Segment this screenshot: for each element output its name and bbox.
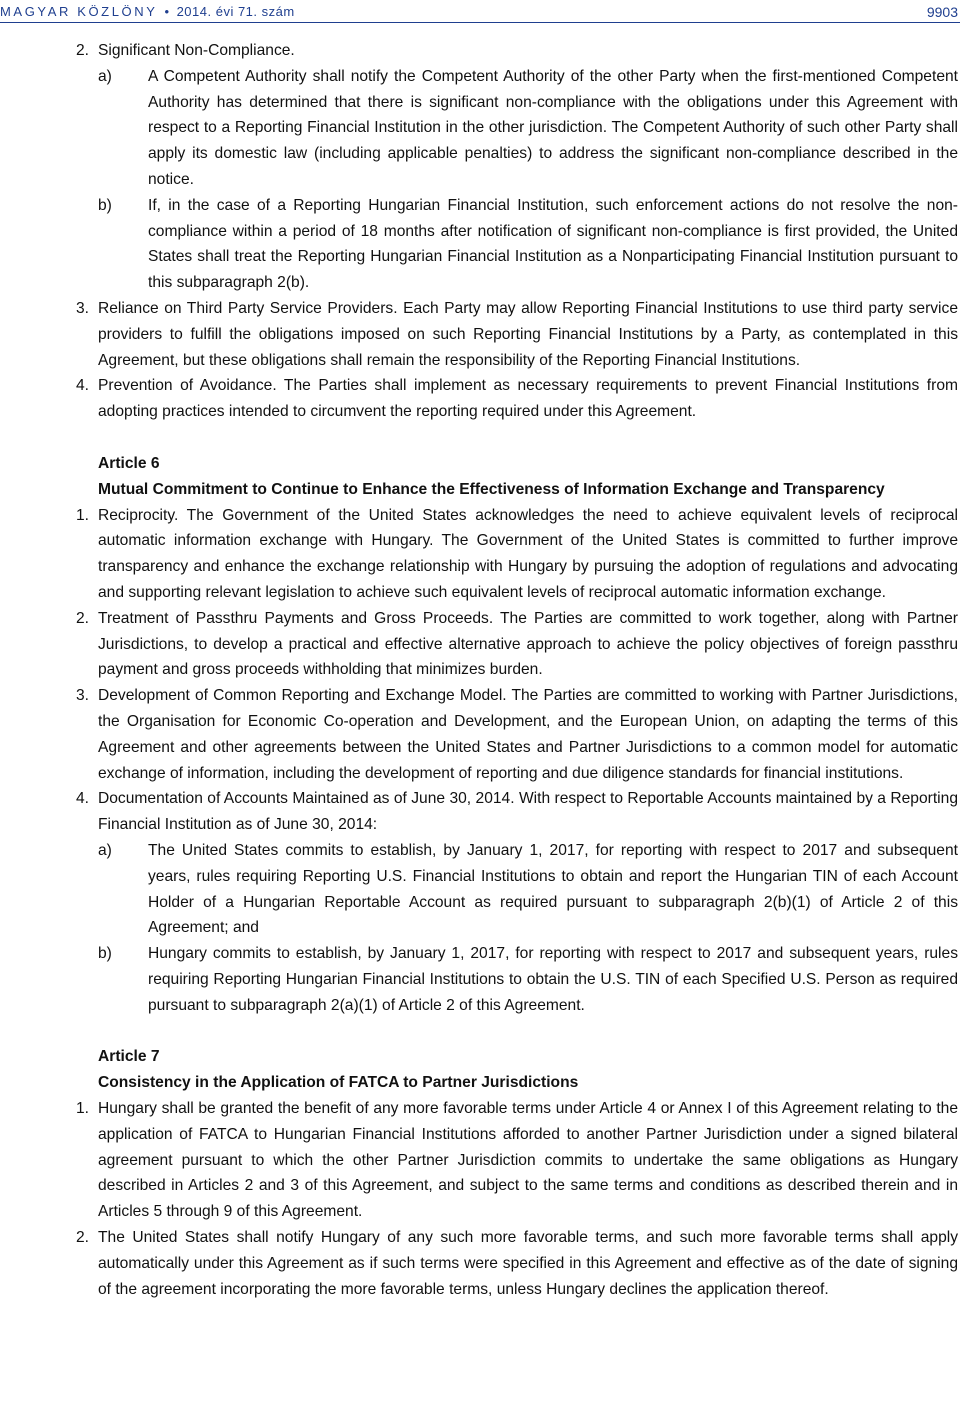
issue-label: 2014. évi 71. szám [176, 4, 295, 19]
art6-item4: 4. Documentation of Accounts Maintained as of June 30, 2014. With respect to Reportable Accounts maintained by a Reporting Financial Institution as of June 30, 2014: [98, 786, 958, 838]
article-6-heading: Article 6 [98, 454, 160, 472]
article-7-title: Consistency in the Application of FATCA to Partner Jurisdictions [98, 1074, 579, 1092]
art6-item4-a: a) The United States commits to establish, by January 1, 2017, for reporting with respect to 2017 and subsequent years, rules requiring Reporting U.S. Financial Institutions to obtain and report the Hungarian TIN of each Account Holder of a Hungarian Reportable Account as required pursuant to subparagraph 2(b)(1) of Article 2 of this Agreement; and [148, 838, 958, 941]
item-number: 2. [76, 609, 90, 627]
sub-label: a) [98, 841, 112, 859]
art6-item4-b: b) Hungary commits to establish, by January 1, 2017, for reporting with respect to 2017 and subsequent years, rules requiring Reporting Hungarian Financial Institutions to obtain the U.S. TIN of each Specified U.S. Person as required pursuant to subparagraph 2(a)(1) of Article 2 of this Agreement. [148, 941, 958, 1018]
sub-label: b) [98, 945, 112, 963]
page-header [0, 0, 960, 22]
sec5-item2-b: b) If, in the case of a Reporting Hungarian Financial Institution, such enforcement actions do not resolve the non-compliance within a period of 18 months after notification of significant non-compliance is first provided, the United States shall treat the Reporting Hungarian Financial Institution as a Nonparticipating Financial Institution pursuant to this subparagraph 2(b). [148, 193, 958, 296]
sub-label: b) [98, 196, 112, 214]
art6-item3: 3. Development of Common Reporting and Exchange Model. The Parties are committed to working with Partner Jurisdictions, the Organisation for Economic Co-operation and Development, and the European Union, on adapting the terms of this Agreement and other agreements between the United States and Partner Jurisdictions to a common model for automatic exchange of information, including the development of reporting and due diligence standards for financial institutions. [98, 683, 958, 786]
item-number: 4. [76, 377, 90, 395]
journal-name: MAGYAR KÖZLÖNY [0, 4, 158, 19]
item-number: 4. [76, 790, 90, 808]
sec5-item3: 3. Reliance on Third Party Service Providers. Each Party may allow Reporting Financial Institutions to use third party service providers to fulfill the obligations imposed on such Reporting Financial Institutions by a Party, as contemplated in this Agreement, but these obligations shall remain the responsibility of the Reporting Financial Institutions. [98, 296, 958, 373]
art7-item1: 1. Hungary shall be granted the benefit of any more favorable terms under Article 4 or Annex I of this Agreement relating to the application of FATCA to Hungarian Financial Institutions afforded to another Partner Jurisdiction under a signed bilateral agreement pursuant to which the other Partner Jurisdiction commits to undertake the same obligations as Hungary described in Articles 2 and 3 of this Agreement, and subject to the same terms and conditions as described therein and in Articles 5 through 9 of this Agreement. [98, 1096, 958, 1225]
header-bullet: • [164, 4, 170, 19]
item-number: 1. [76, 1100, 90, 1118]
art6-item1: 1. Reciprocity. The Government of the United States acknowledges the need to achieve equivalent levels of reciprocal automatic information exchange with Hungary. The Government of the United States is committed to further improve transparency and enhance the exchange relationship with Hungary by pursuing the adoption of regulations and advocating and supporting relevant legislation to achieve such equivalent levels of reciprocal automatic information exchange. [98, 503, 958, 606]
art7-item2: 2. The United States shall notify Hungary of any such more favorable terms, and such more favorable terms shall apply automatically under this Agreement as if such terms were specified in this Agreement and effective as of the date of signing of the agreement incorporating the more favorable terms, unless Hungary declines the application thereof. [98, 1225, 958, 1302]
spacer [0, 425, 960, 451]
article-7-heading: Article 7 [98, 1048, 160, 1066]
sub-label: a) [98, 67, 112, 85]
spacer [0, 1018, 960, 1044]
page-number: 9903 [926, 4, 958, 20]
item-number: 2. [76, 1229, 90, 1247]
item-number: 1. [76, 506, 90, 524]
item-number: 3. [76, 687, 90, 705]
document-body [0, 38, 960, 1302]
item-number: 3. [76, 299, 90, 317]
art6-item2: 2. Treatment of Passthru Payments and Gross Proceeds. The Parties are committed to work together, along with Partner Jurisdictions, to develop a practical and effective alternative approach to achieve the policy objectives of foreign passthru payment and gross proceeds withholding that minimizes burden. [98, 606, 958, 683]
sec5-item2-title: 2. Significant Non-Compliance. [98, 38, 958, 64]
sec5-item4: 4. Prevention of Avoidance. The Parties shall implement as necessary requirements to prevent Financial Institutions from adopting practices intended to circumvent the reporting required under this Agreement. [98, 373, 958, 425]
item-number: 2. [76, 42, 90, 59]
running-head [0, 4, 295, 19]
header-rule [0, 22, 960, 23]
sec5-item2-a: a) A Competent Authority shall notify the Competent Authority of the other Party when the first-mentioned Competent Authority has determined that there is significant non-compliance with the obligations under this Agreement with respect to a Reporting Financial Institution in the other jurisdiction. The Competent Authority of such other Party shall apply its domestic law (including applicable penalties) to address the significant non-compliance described in the notice. [148, 64, 958, 193]
article-6-title: Mutual Commitment to Continue to Enhance the Effectiveness of Information Exchange and Transparency [98, 480, 885, 498]
